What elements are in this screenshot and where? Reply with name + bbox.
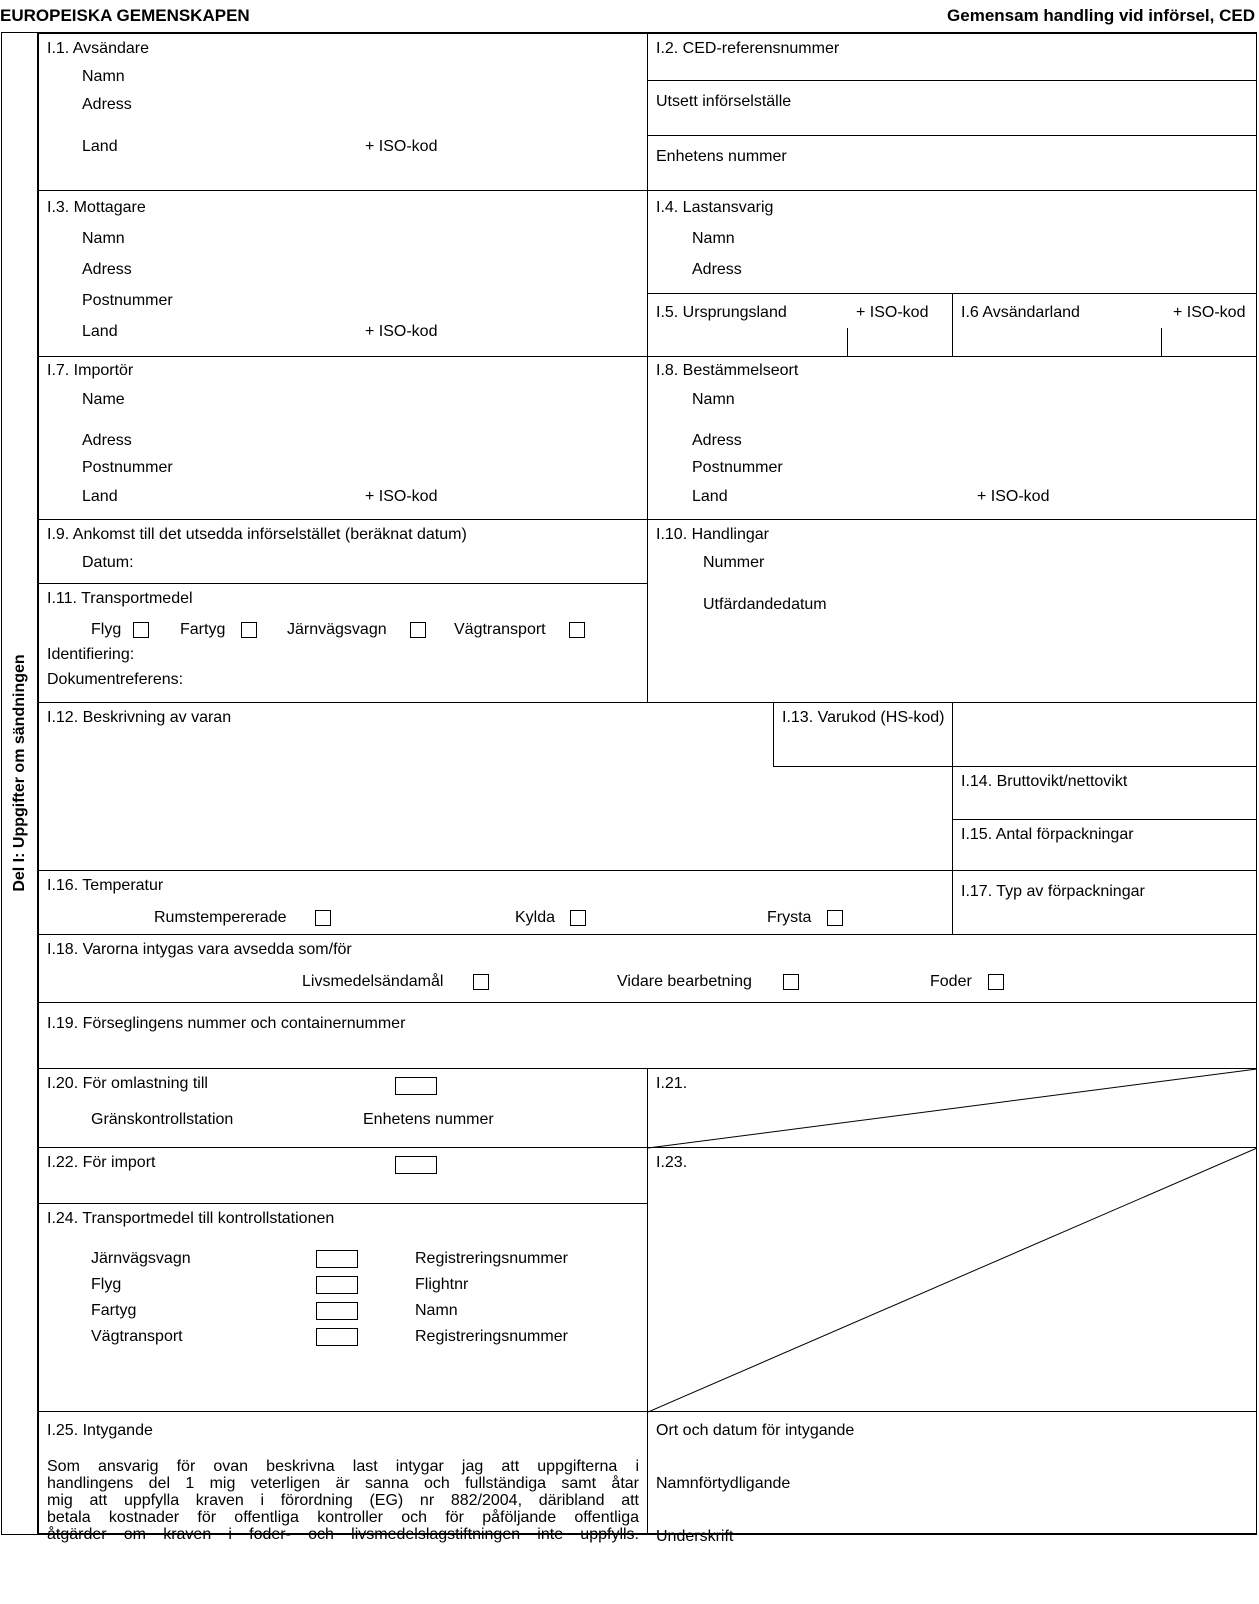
place-date-label: Ort och datum för intygande bbox=[656, 1422, 855, 1439]
i9-date-label: Datum: bbox=[82, 554, 134, 571]
box-i9[interactable] bbox=[38, 519, 648, 584]
name-clarification-label: Namnförtydligande bbox=[656, 1475, 791, 1492]
i3-title: I.3. Mottagare bbox=[47, 199, 146, 216]
i23-cross-line bbox=[648, 1148, 1258, 1413]
i20-bip-label: Gränskontrollstation bbox=[91, 1111, 234, 1128]
i11-docref-label: Dokumentreferens: bbox=[47, 671, 184, 688]
i11-ship-checkbox[interactable] bbox=[241, 622, 257, 638]
i10-issue-date-label: Utfärdandedatum bbox=[703, 596, 827, 613]
i6-title: I.6 Avsändarland bbox=[961, 304, 1080, 321]
i11-road-checkbox[interactable] bbox=[569, 622, 585, 638]
side-label: Del I: Uppgifter om sändningen bbox=[11, 654, 28, 892]
i8-title: I.8. Bestämmelseort bbox=[656, 362, 799, 379]
i7-postcode-label: Postnummer bbox=[82, 459, 173, 476]
i2-title: I.2. CED-referensnummer bbox=[656, 40, 840, 57]
box-i6[interactable] bbox=[952, 293, 1257, 357]
i3-iso-label: + ISO-kod bbox=[365, 323, 438, 340]
i25-title: I.25. Intygande bbox=[47, 1422, 153, 1439]
box-i8[interactable] bbox=[647, 356, 1257, 520]
i18-food-label: Livsmedelsändamål bbox=[302, 973, 444, 990]
i1-title: I.1. Avsändare bbox=[47, 40, 149, 57]
box-i18[interactable] bbox=[38, 934, 1257, 1003]
box-i3[interactable] bbox=[38, 190, 648, 357]
i22-title: I.22. För import bbox=[47, 1154, 156, 1171]
i25-line-5: åtgärder om kraven i foder- och livsmedelslagstiftningen inte uppfylls. bbox=[47, 1526, 639, 1543]
i18-processing-checkbox[interactable] bbox=[783, 974, 799, 990]
signature-label: Underskrift bbox=[656, 1528, 734, 1545]
header-left: EUROPEISKA GEMENSKAPEN bbox=[0, 6, 250, 25]
i21-title: I.21. bbox=[656, 1075, 688, 1092]
box-i1[interactable] bbox=[38, 33, 648, 191]
i24-ref-ship: Namn bbox=[415, 1302, 458, 1319]
i24-ref-air: Flightnr bbox=[415, 1276, 469, 1293]
i24-ship-checkbox[interactable] bbox=[316, 1302, 358, 1320]
box-i11[interactable] bbox=[38, 583, 648, 703]
i12-title: I.12. Beskrivning av varan bbox=[47, 709, 232, 726]
i17-title: I.17. Typ av förpackningar bbox=[961, 883, 1145, 900]
box-i14[interactable] bbox=[952, 766, 1257, 820]
header-right: Gemensam handling vid införsel, CED bbox=[947, 6, 1255, 25]
box-entry-point[interactable] bbox=[647, 80, 1257, 136]
i7-name-label: Name bbox=[82, 391, 125, 408]
i18-feed-label: Foder bbox=[930, 973, 972, 990]
i7-address-label: Adress bbox=[82, 432, 132, 449]
box-i22[interactable] bbox=[38, 1147, 648, 1204]
i24-air-checkbox[interactable] bbox=[316, 1276, 358, 1294]
i11-road-label: Vägtransport bbox=[454, 621, 546, 638]
i24-ref-road: Registreringsnummer bbox=[415, 1328, 568, 1345]
i20-unit-label: Enhetens nummer bbox=[363, 1111, 494, 1128]
i5-divider bbox=[847, 328, 848, 356]
i13-title: I.13. Varukod (HS-kod) bbox=[782, 709, 945, 726]
i18-feed-checkbox[interactable] bbox=[988, 974, 1004, 990]
i24-mode-ship: Fartyg bbox=[91, 1302, 137, 1319]
i1-iso-label: + ISO-kod bbox=[365, 138, 438, 155]
side-label-bar bbox=[2, 33, 38, 1534]
i8-name-label: Namn bbox=[692, 391, 735, 408]
i5-iso-label: + ISO-kod bbox=[856, 304, 929, 321]
box-i2[interactable] bbox=[647, 33, 1257, 81]
i21-cross-line bbox=[648, 1069, 1258, 1149]
box-i25[interactable] bbox=[38, 1411, 648, 1543]
i24-ref-rail: Registreringsnummer bbox=[415, 1250, 568, 1267]
i9-title: I.9. Ankomst till det utsedda införselstället (beräknat datum) bbox=[47, 526, 467, 543]
i25-line-4: betala kostnader för offentliga kontroller och för påföljande offentliga bbox=[47, 1509, 639, 1526]
box-i15[interactable] bbox=[952, 819, 1257, 871]
box-i5[interactable] bbox=[647, 293, 953, 357]
box-i13[interactable] bbox=[773, 702, 1257, 767]
i25-line-1: Som ansvarig för ovan beskrivna last intygar jag att uppgifterna i bbox=[47, 1458, 639, 1475]
i24-mode-air: Flyg bbox=[91, 1276, 122, 1293]
i25-line-2: handlingens del 1 mig veterligen är sanna och fullständiga samt åtar bbox=[47, 1475, 639, 1492]
i7-iso-label: + ISO-kod bbox=[365, 488, 438, 505]
form-frame bbox=[1, 32, 1257, 1545]
i18-title: I.18. Varorna intygas vara avsedda som/för bbox=[47, 941, 352, 958]
i8-country-label: Land bbox=[692, 488, 728, 505]
i16-chilled-checkbox[interactable] bbox=[570, 910, 586, 926]
i10-number-label: Nummer bbox=[703, 554, 765, 571]
i11-identification-label: Identifiering: bbox=[47, 646, 135, 663]
i16-frozen-checkbox[interactable] bbox=[827, 910, 843, 926]
box-i19[interactable] bbox=[38, 1002, 1257, 1069]
i6-divider bbox=[1161, 328, 1162, 356]
i3-address-label: Adress bbox=[82, 261, 132, 278]
unit-number-label: Enhetens nummer bbox=[656, 148, 787, 165]
i19-title: I.19. Förseglingens nummer och containernummer bbox=[47, 1015, 406, 1032]
i18-food-checkbox[interactable] bbox=[473, 974, 489, 990]
box-i20[interactable] bbox=[38, 1068, 648, 1148]
i16-chilled-label: Kylda bbox=[515, 909, 556, 926]
i16-frozen-label: Frysta bbox=[767, 909, 812, 926]
i3-name-label: Namn bbox=[82, 230, 125, 247]
i25-line-3: mig att uppfylla kraven i förordning (EG) nr 882/2004, däribland att bbox=[47, 1492, 639, 1509]
i3-country-label: Land bbox=[82, 323, 118, 340]
i11-air-label: Flyg bbox=[91, 621, 122, 638]
box-i17[interactable] bbox=[952, 870, 1257, 935]
i15-title: I.15. Antal förpackningar bbox=[961, 826, 1134, 843]
i24-rail-checkbox[interactable] bbox=[316, 1250, 358, 1268]
i24-mode-road: Vägtransport bbox=[91, 1328, 183, 1345]
box-signature[interactable] bbox=[647, 1411, 1257, 1545]
box-i23 bbox=[647, 1147, 1257, 1412]
i4-address-label: Adress bbox=[692, 261, 742, 278]
i23-title: I.23. bbox=[656, 1154, 688, 1171]
i1-country-label: Land bbox=[82, 138, 118, 155]
i7-title: I.7. Importör bbox=[47, 362, 134, 379]
box-unit-number[interactable] bbox=[647, 135, 1257, 191]
i7-country-label: Land bbox=[82, 488, 118, 505]
i20-checkbox[interactable] bbox=[395, 1077, 437, 1095]
i8-postcode-label: Postnummer bbox=[692, 459, 783, 476]
i11-title: I.11. Transportmedel bbox=[47, 590, 193, 607]
i16-ambient-label: Rumstempererade bbox=[154, 909, 287, 926]
i8-address-label: Adress bbox=[692, 432, 742, 449]
box-i21 bbox=[647, 1068, 1257, 1148]
i1-address-label: Adress bbox=[82, 96, 132, 113]
entry-point-label: Utsett införselställe bbox=[656, 93, 792, 110]
i1-name-label: Namn bbox=[82, 68, 125, 85]
i11-rail-checkbox[interactable] bbox=[410, 622, 426, 638]
i20-title: I.20. För omlastning till bbox=[47, 1075, 208, 1092]
i24-mode-rail: Järnvägsvagn bbox=[91, 1250, 191, 1267]
box-i24[interactable] bbox=[38, 1203, 648, 1412]
i18-processing-label: Vidare bearbetning bbox=[617, 973, 752, 990]
i4-title: I.4. Lastansvarig bbox=[656, 199, 774, 216]
i11-air-checkbox[interactable] bbox=[133, 622, 149, 638]
i24-title: I.24. Transportmedel till kontrollstationen bbox=[47, 1210, 335, 1227]
i11-rail-label: Järnvägsvagn bbox=[287, 621, 387, 638]
i10-title: I.10. Handlingar bbox=[656, 526, 769, 543]
i22-checkbox[interactable] bbox=[395, 1156, 437, 1174]
i11-ship-label: Fartyg bbox=[180, 621, 226, 638]
i8-iso-label: + ISO-kod bbox=[977, 488, 1050, 505]
i5-title: I.5. Ursprungsland bbox=[656, 304, 787, 321]
box-i7[interactable] bbox=[38, 356, 648, 520]
i14-title: I.14. Bruttovikt/nettovikt bbox=[961, 773, 1128, 790]
box-i10[interactable] bbox=[647, 519, 1257, 703]
i4-name-label: Namn bbox=[692, 230, 735, 247]
i3-postcode-label: Postnummer bbox=[82, 292, 173, 309]
i6-iso-label: + ISO-kod bbox=[1173, 304, 1246, 321]
i24-road-checkbox[interactable] bbox=[316, 1328, 358, 1346]
i25-declaration-text bbox=[47, 1458, 639, 1543]
i16-ambient-checkbox[interactable] bbox=[315, 910, 331, 926]
i16-title: I.16. Temperatur bbox=[47, 877, 164, 894]
box-i4[interactable] bbox=[647, 190, 1257, 294]
box-i16[interactable] bbox=[38, 870, 953, 935]
